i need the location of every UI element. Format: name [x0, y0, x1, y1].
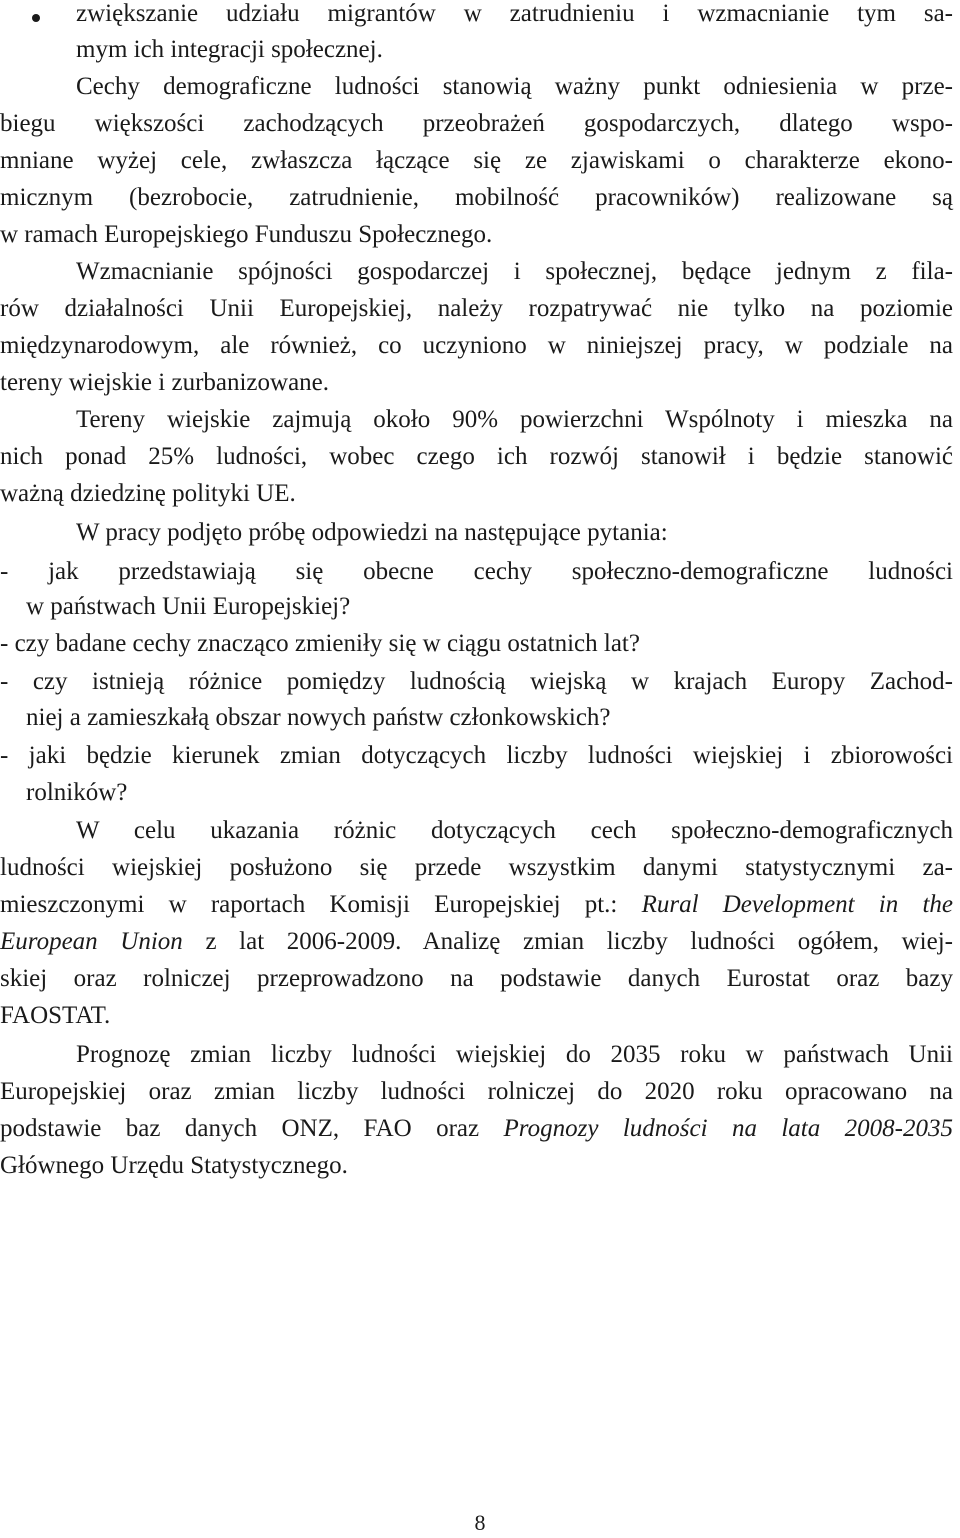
text-line: tereny wiejskie i zurbanizowane. [0, 369, 330, 396]
list-item: - czy badane cechy znacząco zmieniły się w ciągu ostatnich lat? [0, 630, 640, 657]
report-title-italic: Rural Development in the [641, 891, 953, 918]
text-line: nich ponad 25% ludności, wobec czego ich rozwój stanowił i będzie stanowić [0, 443, 953, 470]
text-line: międzynarodowym, ale również, co uczyniono w niniejszej pracy, w podziale na [0, 332, 953, 359]
text-line: FAOSTAT. [0, 1002, 111, 1029]
text-line: rów działalności Unii Europejskiej, należy rozpatrywać nie tylko na poziomie [0, 295, 953, 322]
text-run: z lat 2006-2009. Analizę zmian liczby ludności ogółem, wiej- [182, 928, 953, 955]
text-line: Europejskiej oraz zmian liczby ludności rolniczej do 2020 roku opracowano na [0, 1078, 953, 1105]
text-line [0, 887, 953, 923]
page-number: 8 [474, 1510, 486, 1535]
list-item-continuation: niej a zamieszkałą obszar nowych państw członkowskich? [26, 704, 611, 731]
text-line: Wzmacnianie spójności gospodarczej i społecznej, będące jednym z fila- [76, 258, 953, 285]
text-line: micznym (bezrobocie, zatrudnienie, mobilność pracowników) realizowane są [0, 184, 953, 211]
text-run: mieszczonymi w raportach Komisji Europejskiej pt.: [0, 891, 642, 918]
text-line: Cechy demograficzne ludności stanowią ważny punkt odniesienia w prze- [76, 73, 953, 100]
text-line: ważną dziedzinę polityki UE. [0, 480, 296, 507]
text-line [0, 1111, 953, 1147]
report-title-italic: European Union [0, 928, 183, 955]
bullet-icon [32, 14, 40, 22]
text-line: Tereny wiejskie zajmują około 90% powierzchni Wspólnoty i mieszka na [76, 406, 953, 433]
text-line: w ramach Europejskiego Funduszu Społecznego. [0, 221, 493, 248]
list-item: - jaki będzie kierunek zmian dotyczących liczby ludności wiejskiej i zbiorowości [0, 742, 953, 769]
text-line [0, 924, 953, 960]
bullet-line-1: zwiększanie udziału migrantów w zatrudnieniu i wzmacnianie tym sa- [76, 0, 953, 27]
list-item-continuation: rolników? [26, 779, 128, 806]
text-line: skiej oraz rolniczej przeprowadzono na podstawie danych Eurostat oraz bazy [0, 965, 953, 992]
text-line: biegu większości zachodzących przeobrażeń gospodarczych, dlatego wspo- [0, 110, 953, 137]
list-item: - czy istnieją różnice pomiędzy ludnością wiejską w krajach Europy Zachod- [0, 668, 953, 695]
text-line: Głównego Urzędu Statystycznego. [0, 1152, 348, 1179]
questions-intro: W pracy podjęto próbę odpowiedzi na następujące pytania: [76, 519, 668, 546]
bullet-line-2: mym ich integracji społecznej. [76, 36, 383, 63]
text-line: W celu ukazania różnic dotyczących cech społeczno-demograficznych [76, 817, 953, 844]
text-run: podstawie baz danych ONZ, FAO oraz [0, 1115, 504, 1142]
list-item: - jak przedstawiają się obecne cechy społeczno-demograficzne ludności [0, 558, 953, 585]
text-line: ludności wiejskiej posłużono się przede wszystkim danymi statystycznymi za- [0, 854, 953, 881]
text-line: Prognozę zmian liczby ludności wiejskiej do 2035 roku w państwach Unii [76, 1041, 953, 1068]
list-item-continuation: w państwach Unii Europejskiej? [26, 593, 351, 620]
text-line: mniane wyżej cele, zwłaszcza łączące się ze zjawiskami o charakterze ekono- [0, 147, 953, 174]
publication-title-italic: Prognozy ludności na lata 2008-2035 [503, 1115, 953, 1142]
